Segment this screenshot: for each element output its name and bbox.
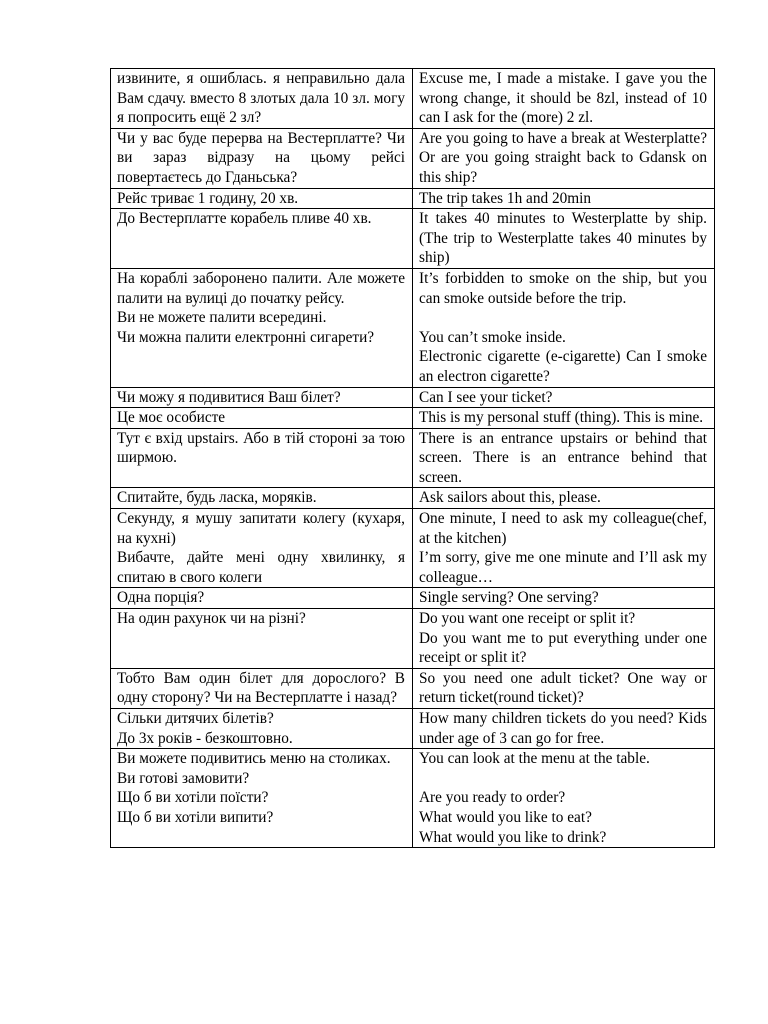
ukrainian-phrase-cell bbox=[111, 428, 413, 488]
english-phrase-cell bbox=[413, 749, 715, 848]
english-text: Do you want one receipt or split it? bbox=[419, 610, 636, 628]
phrase-table bbox=[110, 68, 715, 848]
table-row bbox=[111, 387, 715, 408]
english-phrase-cell bbox=[413, 387, 715, 408]
english-phrase-cell bbox=[413, 668, 715, 708]
ukrainian-text: Секунду, я мушу запитати колегу (кухаря, на кухні) bbox=[117, 510, 405, 547]
table-row bbox=[111, 749, 715, 848]
english-phrase-cell bbox=[413, 428, 715, 488]
english-text: It takes 40 minutes to Westerplatte by ship. (The trip to Westerplatte takes 40 minutes by ship) bbox=[419, 210, 707, 267]
table-row bbox=[111, 609, 715, 669]
ukrainian-text: Це моє особисте bbox=[117, 409, 226, 427]
table-row bbox=[111, 588, 715, 609]
english-text: How many children tickets do you need? Kids under age of 3 can go for free. bbox=[419, 710, 707, 747]
ukrainian-phrase-cell bbox=[111, 509, 413, 588]
english-text: There is an entrance upstairs or behind that screen. There is an entrance behind that screen. bbox=[419, 429, 707, 486]
ukrainian-text: Чи у вас буде перерва на Вестерплатте? Чи ви зараз відразу на цьому рейсі повертаєтесь до Гданьська? bbox=[117, 129, 405, 186]
english-text: Are you ready to order? bbox=[419, 789, 566, 807]
ukrainian-text: До Вестерплатте корабель пливе 40 хв. bbox=[117, 210, 372, 228]
english-text: Can I see your ticket? bbox=[419, 388, 553, 406]
table-row bbox=[111, 268, 715, 387]
ukrainian-phrase-cell bbox=[111, 488, 413, 509]
table-row bbox=[111, 408, 715, 429]
ukrainian-text: Що б ви хотіли випити? bbox=[117, 808, 274, 826]
ukrainian-text: Ви не можете палити всередині. bbox=[117, 309, 327, 327]
blank-line bbox=[419, 308, 707, 328]
english-text: Ask sailors about this, please. bbox=[419, 489, 601, 507]
english-text: Do you want me to put everything under one receipt or split it? bbox=[419, 629, 707, 667]
english-phrase-cell bbox=[413, 268, 715, 387]
ukrainian-text: Сільки дитячих білетів? bbox=[117, 710, 274, 727]
ukrainian-text: До 3х років - безкоштовно. bbox=[117, 729, 293, 747]
ukrainian-phrase-cell bbox=[111, 609, 413, 669]
ukrainian-text: извините, я ошиблась. я неправильно дала Вам сдачу. вместо 8 злотых дала 10 зл. могу я попросить ещё 2 зл? bbox=[117, 70, 405, 127]
english-text: The trip takes 1h and 20min bbox=[419, 189, 592, 207]
english-text: So you need one adult ticket? One way or return ticket(round ticket)? bbox=[419, 669, 707, 707]
ukrainian-phrase-cell bbox=[111, 188, 413, 209]
english-text: One minute, I need to ask my colleague(chef, at the kitchen) bbox=[419, 510, 707, 547]
ukrainian-phrase-cell bbox=[111, 709, 413, 749]
english-text: Are you going to have a break at Westerplatte? Or are you going straight back to Gdansk on this ship? bbox=[419, 129, 707, 186]
english-text: It’s forbidden to smoke on the ship, but you can smoke outside before the trip. bbox=[419, 269, 707, 307]
english-phrase-cell bbox=[413, 408, 715, 429]
ukrainian-text: Рейс триває 1 годину, 20 хв. bbox=[117, 189, 299, 207]
english-text: This is my personal stuff (thing). This is mine. bbox=[419, 409, 704, 427]
blank-line bbox=[419, 769, 707, 789]
ukrainian-text: Тут є вхід upstairs. Або в тій стороні за тою ширмою. bbox=[117, 429, 405, 467]
ukrainian-phrase-cell bbox=[111, 268, 413, 387]
table-row bbox=[111, 428, 715, 488]
english-phrase-cell bbox=[413, 509, 715, 588]
table-row bbox=[111, 488, 715, 509]
english-text: Single serving? One serving? bbox=[419, 589, 599, 607]
ukrainian-phrase-cell bbox=[111, 408, 413, 429]
table-row bbox=[111, 188, 715, 209]
english-phrase-cell bbox=[413, 709, 715, 749]
table-row bbox=[111, 209, 715, 269]
table-row bbox=[111, 668, 715, 708]
english-text: I’m sorry, give me one minute and I’ll ask my colleague… bbox=[419, 549, 707, 586]
english-text: Excuse me, I made a mistake. I gave you the wrong change, it should be 8zl, instead of 10 can I ask for the (more) 2 zl. bbox=[419, 70, 707, 127]
ukrainian-phrase-cell bbox=[111, 209, 413, 269]
ukrainian-text: Чи можу я подивитися Ваш білет? bbox=[117, 388, 341, 406]
ukrainian-text: Одна порція? bbox=[117, 589, 205, 607]
ukrainian-text: На кораблі заборонено палити. Але можете палити на вулиці до початку рейсу. bbox=[117, 269, 405, 307]
ukrainian-text: Ви можете подивитись меню на столиках. bbox=[117, 750, 391, 768]
english-phrase-cell bbox=[413, 209, 715, 269]
table-row bbox=[111, 509, 715, 588]
ukrainian-phrase-cell bbox=[111, 387, 413, 408]
ukrainian-text: Що б ви хотіли поїсти? bbox=[117, 789, 269, 807]
ukrainian-phrase-cell bbox=[111, 128, 413, 188]
table-row bbox=[111, 69, 715, 129]
english-phrase-cell bbox=[413, 609, 715, 669]
ukrainian-phrase-cell bbox=[111, 749, 413, 848]
ukrainian-text: Чи можна палити електронні сигарети? bbox=[117, 328, 375, 346]
ukrainian-text: Спитайте, будь ласка, моряків. bbox=[117, 489, 317, 507]
ukrainian-phrase-cell bbox=[111, 69, 413, 129]
english-text: What would you like to eat? bbox=[419, 808, 592, 826]
english-text: What would you like to drink? bbox=[419, 828, 607, 846]
ukrainian-text: Тобто Вам один білет для дорослого? В одну сторону? Чи на Вестерплатте і назад? bbox=[117, 669, 405, 707]
table-row bbox=[111, 709, 715, 749]
english-phrase-cell bbox=[413, 188, 715, 209]
english-phrase-cell bbox=[413, 588, 715, 609]
english-phrase-cell bbox=[413, 488, 715, 509]
ukrainian-phrase-cell bbox=[111, 588, 413, 609]
english-text: Electronic cigarette (e-cigarette) Can I smoke an electron cigarette? bbox=[419, 348, 707, 385]
phrase-table-body bbox=[111, 69, 715, 848]
ukrainian-phrase-cell bbox=[111, 668, 413, 708]
table-row bbox=[111, 128, 715, 188]
ukrainian-text: На один рахунок чи на різні? bbox=[117, 610, 306, 628]
ukrainian-text: Ви готові замовити? bbox=[117, 769, 250, 787]
english-phrase-cell bbox=[413, 128, 715, 188]
english-text: You can look at the menu at the table. bbox=[419, 750, 650, 768]
english-phrase-cell bbox=[413, 69, 715, 129]
english-text: You can’t smoke inside. bbox=[419, 328, 566, 346]
ukrainian-text: Вибачте, дайте мені одну хвилинку, я спитаю в свого колеги bbox=[117, 549, 405, 586]
